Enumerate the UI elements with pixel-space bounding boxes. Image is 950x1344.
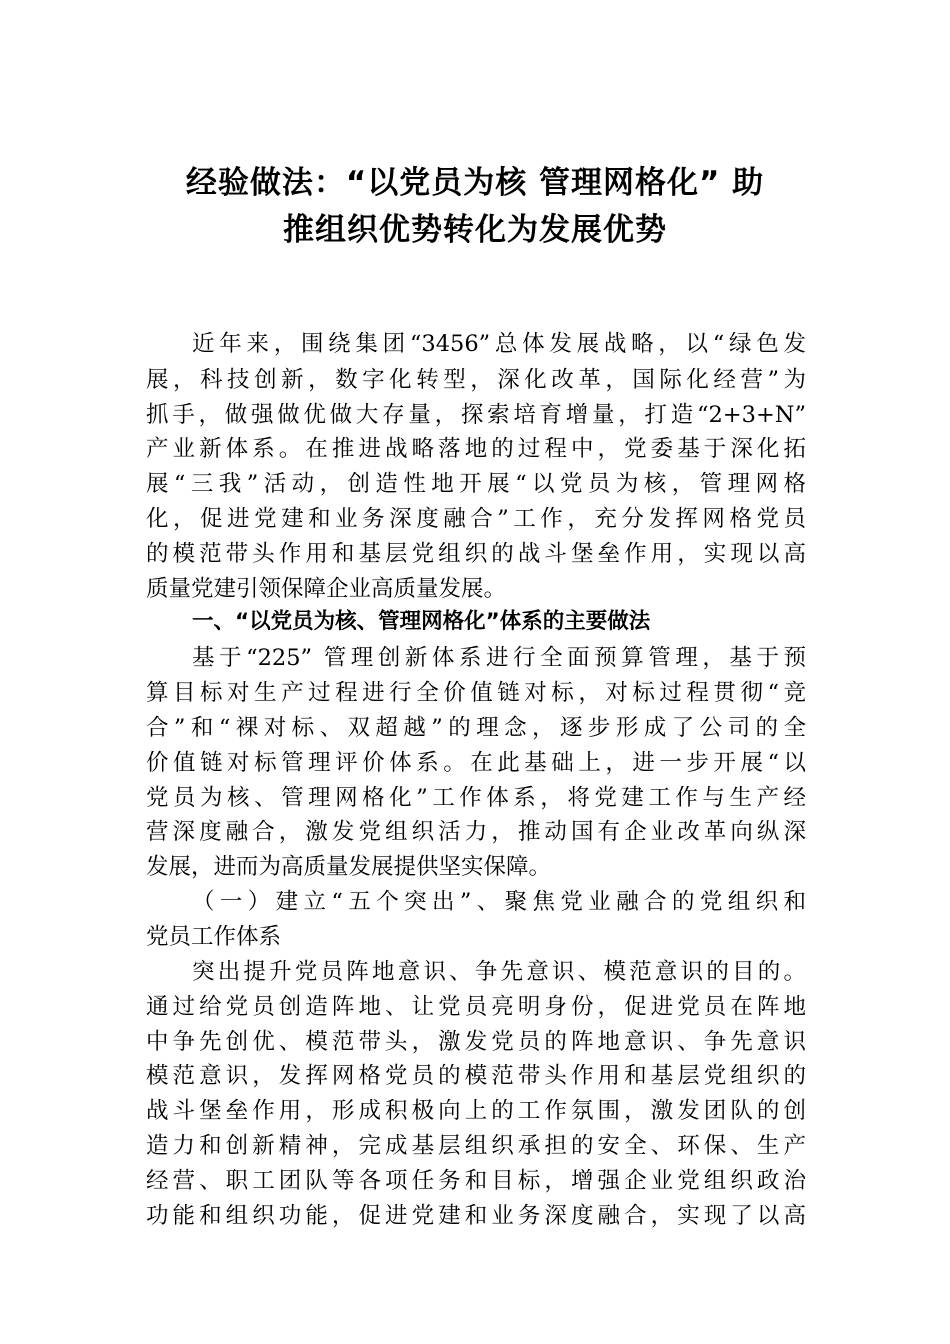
paragraph-1-line: 展，科技创新，数字化转型，深化改革，国际化经营”为	[146, 367, 806, 393]
section-heading-1: 一、“以党员为核、管理网格化”体系的主要做法	[192, 609, 651, 634]
paragraph-1-line: 近年来，围绕集团“3456”总体发展战略，以“绿色发	[192, 331, 806, 357]
paragraph-2-line: 合”和“裸对标、双超越”的理念，逐步形成了公司的全	[146, 715, 806, 741]
paragraph-3-line: 战斗堡垒作用，形成积极向上的工作氛围，激发团队的创	[146, 1098, 806, 1124]
paragraph-1-line: 的模范带头作用和基层党组织的战斗堡垒作用，实现以高	[146, 541, 806, 567]
paragraph-1-line: 产业新体系。在推进战略落地的过程中，党委基于深化拓	[146, 436, 806, 462]
paragraph-3-line: 中争先创优、模范带头，激发党员的阵地意识、争先意识	[146, 1029, 806, 1055]
paragraph-2-line: 党员为核、管理网格化”工作体系，将党建工作与生产经	[146, 785, 806, 811]
paragraph-3-line: 经营、职工团队等各项任务和目标，增强企业党组织政治	[146, 1168, 806, 1194]
paragraph-2-line: 发展，进而为高质量发展提供坚实保障。	[146, 854, 552, 880]
document-title-line-1: 经验做法：“以党员为核 管理网格化” 助	[185, 165, 765, 201]
document-title-line-2: 推组织优势转化为发展优势	[283, 212, 667, 248]
paragraph-2-line: 营深度融合，激发党组织活力，推动国有企业改革向纵深	[146, 819, 806, 845]
paragraph-3-line: 通过给党员创造阵地、让党员亮明身份，促进党员在阵地	[146, 994, 806, 1020]
paragraph-1-line: 展“三我”活动，创造性地开展“以党员为核，管理网格	[146, 471, 806, 497]
paragraph-3-line: 突出提升党员阵地意识、争先意识、模范意识的目的。	[192, 959, 806, 985]
paragraph-3-line: 造力和创新精神，完成基层组织承担的安全、环保、生产	[146, 1133, 806, 1159]
subsection-heading-1-line: 党员工作体系	[146, 924, 282, 950]
paragraph-2-line: 价值链对标管理评价体系。在此基础上，进一步开展“以	[146, 750, 806, 776]
paragraph-1-line: 抓手，做强做优做大存量，探索培育增量，打造“2+3+N”	[146, 402, 806, 428]
paragraph-3-line: 模范意识，发挥网格党员的模范带头作用和基层党组织的	[146, 1063, 806, 1089]
paragraph-3-line: 功能和组织功能，促进党建和业务深度融合，实现了以高	[146, 1203, 806, 1229]
subsection-heading-1-line: （一）建立“五个突出”、聚焦党业融合的党组织和	[192, 889, 806, 915]
paragraph-1-line: 化，促进党建和业务深度融合”工作，充分发挥网格党员	[146, 506, 806, 532]
paragraph-2-line: 算目标对生产过程进行全价值链对标，对标过程贯彻“竞	[146, 680, 806, 706]
paragraph-1-line: 质量党建引领保障企业高质量发展。	[146, 576, 507, 602]
paragraph-2-line: 基于“225” 管理创新体系进行全面预算管理，基于预	[192, 645, 806, 671]
